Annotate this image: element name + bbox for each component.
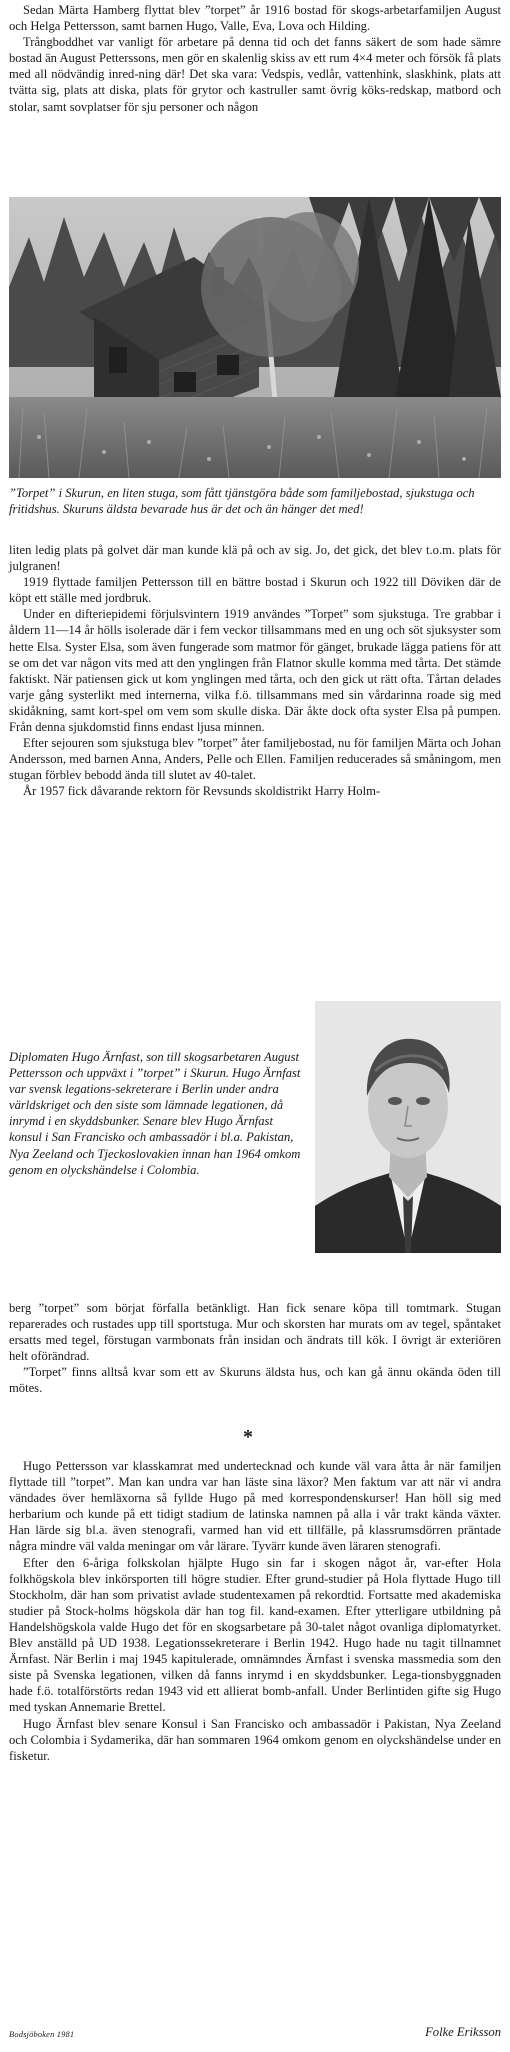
intro-paragraph-2: Trångboddhet var vanligt för arbetare på denna tid och det fanns säkert de som hade sämre bostad än August Petterssons, men gör en skalenlig skiss av ett rum 4×4 meter och försök få plats med all nödvändig inred-ning där! Det ska vara: Vedspis, vedlår, vattenhink, slaskhink, plats att tvätta sig, plats att diska, plats för grytor och kastruller samt övrig köks-redskap, matbord och stolar, samt sovplatser för sju personer och någon (9, 35, 501, 114)
hugo-paragraph-2: Efter den 6-åriga folkskolan hjälpte Hugo sin far i skogen något år, var-efter Hola folkhögskola blev inkörsporten till högre studier. Efter grund-studier på Hola flyttade Hugo till Stockholm, där han som privatist avlade studentexamen på rekordtid. Fortsatte med akademiska studier på Stock-holms högskola där han tog fil. kand-examen. Efter ytterligare utbildning på Handelshögskola valde Hugo det för en skogsarbetare på 30-talet något ovanliga diplomatyrket. Blev anställd på UD 1938. Legationssekreterare i Berlin 1942. Hugo hade nu tagit tillnamnet Ärnfast. När Berlin i maj 1945 kapitulerade, omnämndes Ärnfast i svenska massmedia som den siste på Svenska legationen, vilken då fanns inrymd i en skyddsbunker. Lega-tionsbyggnaden hade f.ö. totalförstörts redan 1943 vid ett allierat bomb-anfall. Under Berlintiden gifte sig Hugo med tyskan Annemarie Brettel. (9, 1555, 501, 1715)
intro-paragraph-1: Sedan Märta Hamberg flyttat blev ”torpet” år 1916 bostad för skogs-arbetarfamiljen August och Helga Pettersson, samt barnen Hugo, Valle, Eva, Lova och Hilding. (9, 3, 501, 34)
footer-author: Folke Eriksson (425, 2025, 501, 2039)
lower-paragraph-1: berg ”torpet” som börjat förfalla betänkligt. Han fick senare köpa till tomtmark. Stugan reparerades och rustades upp till sportstuga. Mur och skorsten har murats om av tegel, spåntaket ersatts med tegel, förstugan varmbonats från insidan och ändrats till kök. I övrigt är exteriören helt oförändrad. (9, 1301, 501, 1364)
intro-text (9, 2, 501, 115)
lower-text (9, 1300, 501, 1397)
hugo-text (9, 1458, 501, 1764)
cabin-photo-caption: ”Torpet” i Skurun, en liten stuga, som fått tjänstgöra både som familjebostad, sjukstuga och fritidshus. Skuruns äldsta bevarade hus är det och än hänger det med! (9, 486, 475, 517)
middle-text (9, 542, 501, 800)
middle-paragraph-2: 1919 flyttade familjen Pettersson till en bättre bostad i Skurun och 1922 till Döviken där de köpt ett ställe med jordbruk. (9, 575, 501, 606)
middle-paragraph-3: Under en difteriepidemi förjulsvintern 1919 användes ”Torpet” som sjukstuga. Tre grabbar i åldern 11—14 år hölls isolerade där i fem veckor tillsammans med en ung och söt sjuksyster som hette Elsa. Syster Elsa, som även fungerade som matmor för gänget, brukade lägga patiens för att se om det var någon vits med att den ynglingen från Flatnor skulle komma med tårta. Det stämde faktiskt. När patiensen gick ut kom ynglingen med tårta, och den gick ut rätt ofta. Tårtan delades varje gång systerlikt med internerna, vilka f.ö. tillsammans med sin vårdarinna roade sig med skidåkning, samt kort-spel om vem som skulle diska. Där åkte dock ofta syster Elsa på pumpen. Från denna sjukdomstid finns endast ljusa minnen. (9, 607, 501, 735)
hugo-paragraph-3: Hugo Ärnfast blev senare Konsul i San Francisko och ambassadör i Pakistan, Nya Zeeland och Colombia i Sydamerika, där han sommaren 1964 omkom genom en olyckshändelse under en fisketur. (9, 1716, 501, 1763)
middle-paragraph-1: liten ledig plats på golvet där man kunde klä på och av sig. Jo, det gick, det blev t.o.m. plats för julgranen! (9, 543, 501, 574)
middle-paragraph-4: Efter sejouren som sjukstuga blev ”torpet” åter familjebostad, nu för familjen Märta och Johan Andersson, med barnen Anna, Anders, Pelle och Ellen. Familjen reducerades så småningom, men stugan förblev bebodd ända till slutet av 40-talet. (9, 736, 501, 783)
section-separator: * (243, 1426, 253, 1448)
portrait-photo-caption: Diplomaten Hugo Ärnfast, son till skogsarbetaren August Pettersson och uppväxt i ”torpet” i Skurun. Hugo Ärnfast var svensk legations-sekreterare i Berlin under andra världskriget och den siste som lämnade legationen, då inrymd i en skyddsbunker. Senare blev Hugo Ärnfast konsul i San Francisko och ambassadör i bl.a. Pakistan, Nya Zeeland och Tjeckoslovakien innan han 1964 omkom genom en olyckshändelse i Colombia. (9, 1050, 301, 1177)
footer-publication: Bodsjöboken 1981 (9, 2030, 75, 2039)
portrait-photo (315, 1001, 501, 1253)
hugo-paragraph-1: Hugo Pettersson var klasskamrat med undertecknad och kunde väl vara åtta år när familjen flyttade till ”torpet”. Man kan undra var han läste sina läxor? Men faktum var att när vi andra vändades över hemläxorna så fyllde Hugo på med korrespondenskurser! Han höll sig med herbarium och kunde på ett tidigt stadium de latinska namnen på alla i vår trakt kända växter. Han lärde sig bl.a. även stenografi, varmed han vid ett tillfälle, på klassrumsdörren präntade några mindre väl valda meningar om vår lärare. Tyvärr kunde även läraren stenografi. (9, 1459, 501, 1554)
middle-paragraph-5: År 1957 fick dåvarande rektorn för Revsunds skoldistrikt Harry Holm- (23, 784, 381, 799)
cabin-photo (9, 197, 501, 478)
lower-paragraph-2: ”Torpet” finns alltså kvar som ett av Skuruns äldsta hus, och kan gå ännu okända öden till mötes. (9, 1365, 501, 1396)
